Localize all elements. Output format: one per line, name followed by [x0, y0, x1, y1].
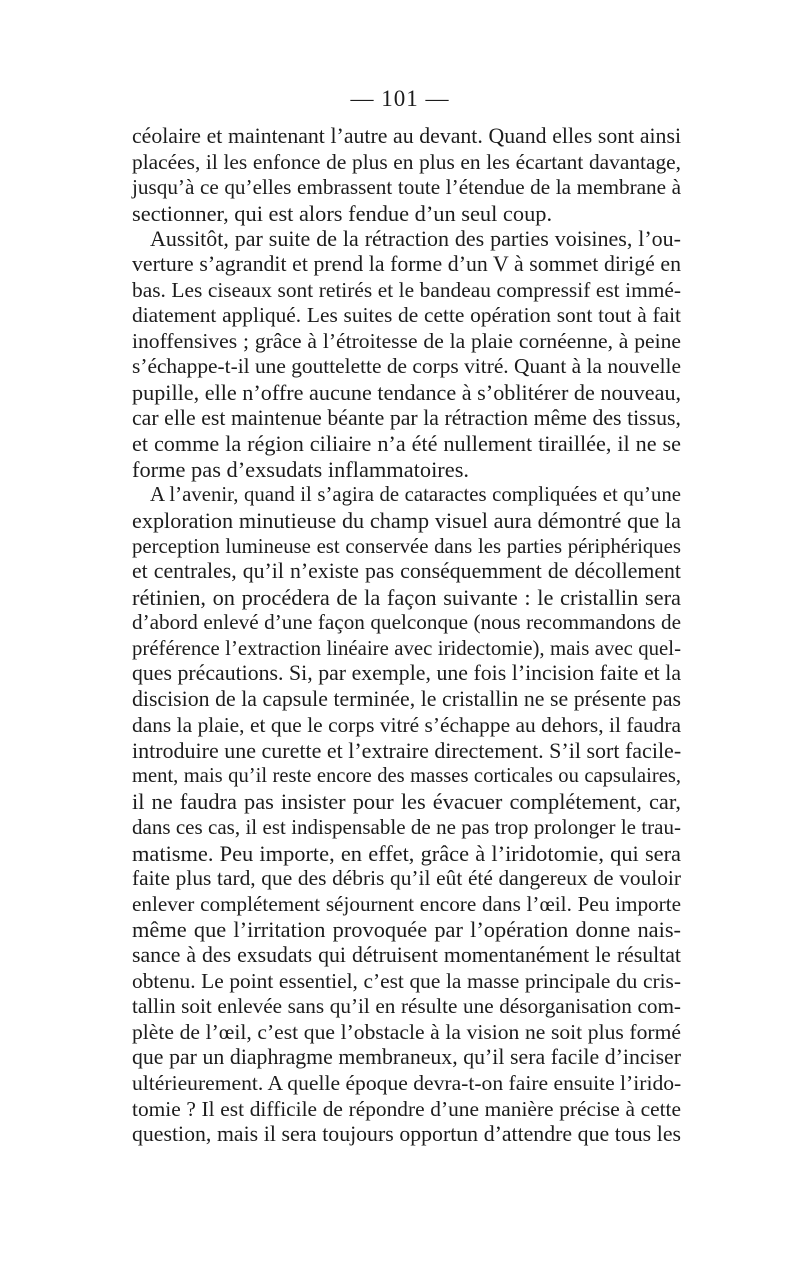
text-line: tallin soit enlevée sans qu’il en résulte une désorganisation com-	[132, 994, 681, 1019]
text-line: diatement appliqué. Les suites de cette opération sont tout à fait	[132, 303, 681, 328]
text-line: même que l’irritation provoquée par l’opération donne nais-	[132, 917, 681, 943]
text-line: ment, mais qu’il reste encore des masses corticales ou capsulaires,	[132, 764, 681, 787]
text-line: bas. Les ciseaux sont retirés et le bandeau compressif est immé-	[132, 277, 681, 302]
text-line: question, mais il sera toujours opportun d’attendre que tous les	[132, 1122, 681, 1147]
text-line: Aussitôt, par suite de la rétraction des parties voisines, l’ou-	[150, 226, 681, 252]
page-number: — 101 —	[350, 86, 450, 111]
text-line: faite plus tard, que des débris qu’il eût été dangereux de vouloir	[132, 866, 681, 891]
body-text	[132, 124, 681, 1148]
text-line: ques précautions. Si, par exemple, une fois l’incision faite et la	[132, 661, 681, 686]
text-line: discision de la capsule terminée, le cristallin ne se présente pas	[132, 687, 681, 712]
text-line: plète de l’œil, c’est que l’obstacle à la vision ne soit plus formé	[132, 1019, 681, 1044]
text-line: que par un diaphragme membraneux, qu’il sera facile d’inciser	[132, 1045, 681, 1070]
text-line: dans la plaie, et que le corps vitré s’échappe au dehors, il faudra	[132, 712, 681, 737]
text-line: et comme la région ciliaire n’a été nullement tiraillée, il ne se	[132, 431, 681, 457]
text-line: et centrales, qu’il n’existe pas conséquemment de décollement	[132, 559, 681, 584]
text-line: inoffensives ; grâce à l’étroitesse de la plaie cornéenne, à peine	[132, 328, 681, 353]
text-line: obtenu. Le point essentiel, c’est que la masse principale du cris-	[132, 968, 681, 993]
text-line: tomie ? Il est difficile de répondre d’une manière précise à cette	[132, 1096, 681, 1121]
text-line: forme pas d’exsudats inflammatoires.	[132, 456, 470, 482]
text-line: rétinien, on procédera de la façon suivante : le cristallin sera	[132, 584, 681, 610]
text-line: pupille, elle n’offre aucune tendance à s’oblitérer de nouveau,	[132, 379, 682, 405]
text-line: dans ces cas, il est indispensable de ne pas trop prolonger le trau-	[132, 815, 681, 840]
text-line: ultérieurement. A quelle époque devra-t-on faire ensuite l’irido-	[132, 1070, 682, 1095]
text-line: verture s’agrandit et prend la forme d’un V à sommet dirigé en	[132, 251, 681, 276]
text-line: sectionner, qui est alors fendue d’un seul coup.	[132, 200, 553, 226]
text-line: A l’avenir, quand il s’agira de cataractes compliquées et qu’une	[150, 483, 681, 507]
text-line: matisme. Peu importe, en effet, grâce à l’iridotomie, qui sera	[132, 840, 681, 866]
text-line: exploration minutieuse du champ visuel aura démontré que la	[132, 507, 681, 533]
text-line: introduire une curette et l’extraire directement. S’il sort facile-	[132, 738, 682, 764]
text-line: placées, il les enfonce de plus en plus en les écartant davantage,	[132, 149, 681, 174]
text-line: s’échappe-t-il une gouttelette de corps vitré. Quant à la nouvelle	[132, 354, 681, 379]
text-line: céolaire et maintenant l’autre au devant. Quand elles sont ainsi	[132, 124, 681, 148]
text-line: perception lumineuse est conservée dans les parties périphériques	[132, 534, 681, 558]
text-line: préférence l’extraction linéaire avec iridectomie), mais avec quel-	[132, 636, 681, 660]
text-line: il ne faudra pas insister pour les évacuer complétement, car,	[132, 789, 681, 815]
text-line: d’abord enlevé d’une façon quelconque (nous recommandons de	[132, 610, 681, 635]
text-line: enlever complétement séjournent encore dans l’œil. Peu importe	[132, 891, 681, 916]
text-line: car elle est maintenue béante par la rétraction même des tissus,	[132, 405, 681, 430]
text-line: sance à des exsudats qui détruisent momentanément le résultat	[132, 943, 681, 967]
text-line: jusqu’à ce qu’elles embrassent toute l’étendue de la membrane à	[132, 175, 681, 200]
